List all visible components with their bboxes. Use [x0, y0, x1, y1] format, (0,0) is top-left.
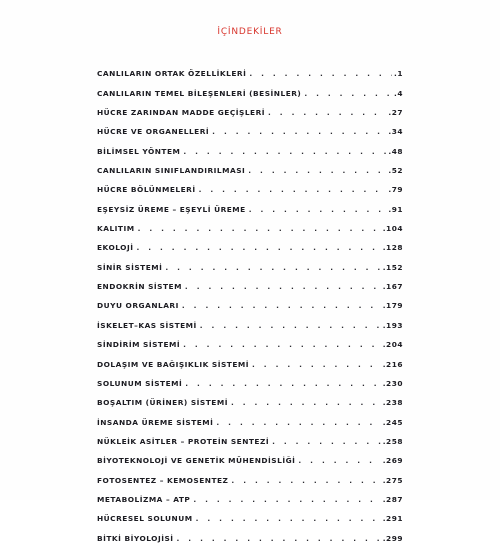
toc-entry-title: BİTKİ BİYOLOJİSİ	[97, 533, 174, 543]
toc-entry[interactable]	[97, 465, 403, 484]
toc-entry-page-number: .238	[382, 398, 403, 408]
toc-entry[interactable]	[97, 485, 403, 504]
toc-entry-title: İSKELET–KAS SİSTEMİ	[97, 320, 197, 330]
toc-entry-page-number: .193	[382, 320, 403, 330]
dot-leader	[165, 263, 380, 272]
toc-entry-page-number: .167	[382, 282, 403, 292]
toc-entry-page-number: .128	[382, 243, 403, 253]
dot-leader	[304, 89, 392, 98]
toc-entry-title: CANLILARIN SINIFLANDIRILMASI	[97, 166, 246, 176]
toc-entry-page-number: .287	[382, 494, 403, 504]
toc-entry-title: HÜCRE ZARINDAN MADDE GEÇİŞLERİ	[97, 108, 266, 118]
toc-entry-title: BİYOTEKNOLOJİ VE GENETİK MÜHENDİSLİĞİ	[97, 456, 296, 466]
toc-entry[interactable]	[97, 330, 403, 349]
dot-leader	[231, 476, 380, 485]
toc-entry[interactable]	[97, 310, 403, 329]
toc-entry-page-number: .204	[382, 340, 403, 350]
toc-entry[interactable]	[97, 175, 403, 194]
toc-entry-page-number: .245	[382, 417, 403, 427]
toc-entry[interactable]	[97, 369, 403, 388]
toc-entry[interactable]	[97, 291, 403, 310]
dot-leader	[136, 243, 380, 252]
toc-entry-page-number: .291	[382, 514, 403, 524]
toc-entry[interactable]	[97, 446, 403, 465]
toc-entry-page-number: .104	[382, 224, 403, 234]
table-of-contents	[97, 59, 403, 543]
toc-entry-page-number: .152	[382, 262, 403, 272]
toc-entry[interactable]	[97, 59, 403, 78]
toc-entry[interactable]	[97, 233, 403, 252]
toc-entry-title: CANLILARIN ORTAK ÖZELLİKLERİ	[97, 69, 247, 79]
toc-entry-page-number: .1	[394, 69, 403, 79]
toc-entry-title: HÜCRE VE ORGANELLERİ	[97, 127, 210, 137]
toc-entry[interactable]	[97, 252, 403, 271]
toc-entry[interactable]	[97, 504, 403, 523]
toc-entry-title: NÜKLEİK ASİTLER – PROTEİN SENTEZİ	[97, 436, 270, 446]
toc-entry-page-number: .216	[382, 359, 403, 369]
dot-leader	[138, 224, 381, 233]
toc-entry[interactable]	[97, 98, 403, 117]
toc-entry[interactable]	[97, 156, 403, 175]
toc-entry-page-number: .179	[382, 301, 403, 311]
toc-entry-title: CANLILARIN TEMEL BİLEŞENLERİ (BESİNLER)	[97, 88, 302, 98]
toc-entry[interactable]	[97, 117, 403, 136]
dot-leader	[248, 166, 386, 175]
toc-entry-title: HÜCRE BÖLÜNMELERİ	[97, 185, 196, 195]
dot-leader	[252, 360, 381, 369]
toc-entry-title: FOTOSENTEZ – KEMOSENTEZ	[97, 475, 229, 485]
dot-leader	[182, 301, 381, 310]
dot-leader	[185, 282, 381, 291]
toc-entry-title: SOLUNUM SİSTEMİ	[97, 378, 183, 388]
toc-entry-page-number: .79	[388, 185, 403, 195]
toc-entry[interactable]	[97, 78, 403, 97]
dot-leader	[200, 321, 381, 330]
toc-entry-title: BOŞALTIM (ÜRİNER) SİSTEMİ	[97, 398, 228, 408]
toc-entry[interactable]	[97, 214, 403, 233]
toc-entry[interactable]	[97, 407, 403, 426]
toc-entry-title: SİNİR SİSTEMİ	[97, 262, 163, 272]
toc-entry-title: DUYU ORGANLARI	[97, 301, 179, 311]
toc-entry-title: HÜCRESEL SOLUNUM	[97, 514, 193, 524]
toc-entry-title: METABOLİZMA – ATP	[97, 494, 191, 504]
toc-entry-page-number: .34	[388, 127, 403, 137]
dot-leader	[216, 418, 380, 427]
dot-leader	[231, 398, 381, 407]
dot-leader	[183, 147, 386, 156]
toc-entry-page-number: .269	[382, 456, 403, 466]
toc-entry[interactable]	[97, 427, 403, 446]
toc-entry[interactable]	[97, 523, 403, 542]
dot-leader	[272, 437, 381, 446]
toc-entry-page-number: .48	[388, 146, 403, 156]
toc-entry-page-number: .27	[388, 108, 403, 118]
toc-entry[interactable]	[97, 349, 403, 368]
dot-leader	[196, 514, 381, 523]
toc-entry[interactable]	[97, 272, 403, 291]
toc-entry-page-number: .91	[388, 204, 403, 214]
toc-entry[interactable]	[97, 136, 403, 155]
dot-leader	[177, 534, 381, 543]
toc-entry-title: ENDOKRİN SİSTEM	[97, 282, 182, 292]
toc-entry[interactable]	[97, 388, 403, 407]
toc-entry-title: SİNDİRİM SİSTEMİ	[97, 340, 181, 350]
dot-leader	[199, 185, 387, 194]
dot-leader	[183, 340, 381, 349]
toc-entry-title: İNSANDA ÜREME SİSTEMİ	[97, 417, 214, 427]
toc-entry-page-number: .275	[382, 475, 403, 485]
toc-entry-title: EŞEYSİZ ÜREME – EŞEYLİ ÜREME	[97, 204, 246, 214]
toc-entry-title: EKOLOJİ	[97, 243, 134, 253]
dot-leader	[212, 127, 386, 136]
toc-entry[interactable]	[97, 194, 403, 213]
toc-entry-page-number: .258	[382, 436, 403, 446]
dot-leader	[249, 69, 392, 78]
toc-entry-title: DOLAŞIM VE BAĞIŞIKLIK SİSTEMİ	[97, 359, 250, 369]
dot-leader	[249, 205, 387, 214]
toc-entry-page-number: .52	[388, 166, 403, 176]
toc-entry-title: BİLİMSEL YÖNTEM	[97, 146, 181, 156]
dot-leader	[268, 108, 386, 117]
dot-leader	[298, 456, 380, 465]
dot-leader	[185, 379, 380, 388]
dot-leader	[193, 495, 380, 504]
toc-entry-page-number: .4	[394, 88, 403, 98]
toc-entry-page-number: .230	[382, 378, 403, 388]
page-title: İÇİNDEKİLER	[217, 27, 283, 37]
toc-entry-title: KALITIM	[97, 224, 135, 234]
toc-entry-page-number: .299	[382, 533, 403, 543]
